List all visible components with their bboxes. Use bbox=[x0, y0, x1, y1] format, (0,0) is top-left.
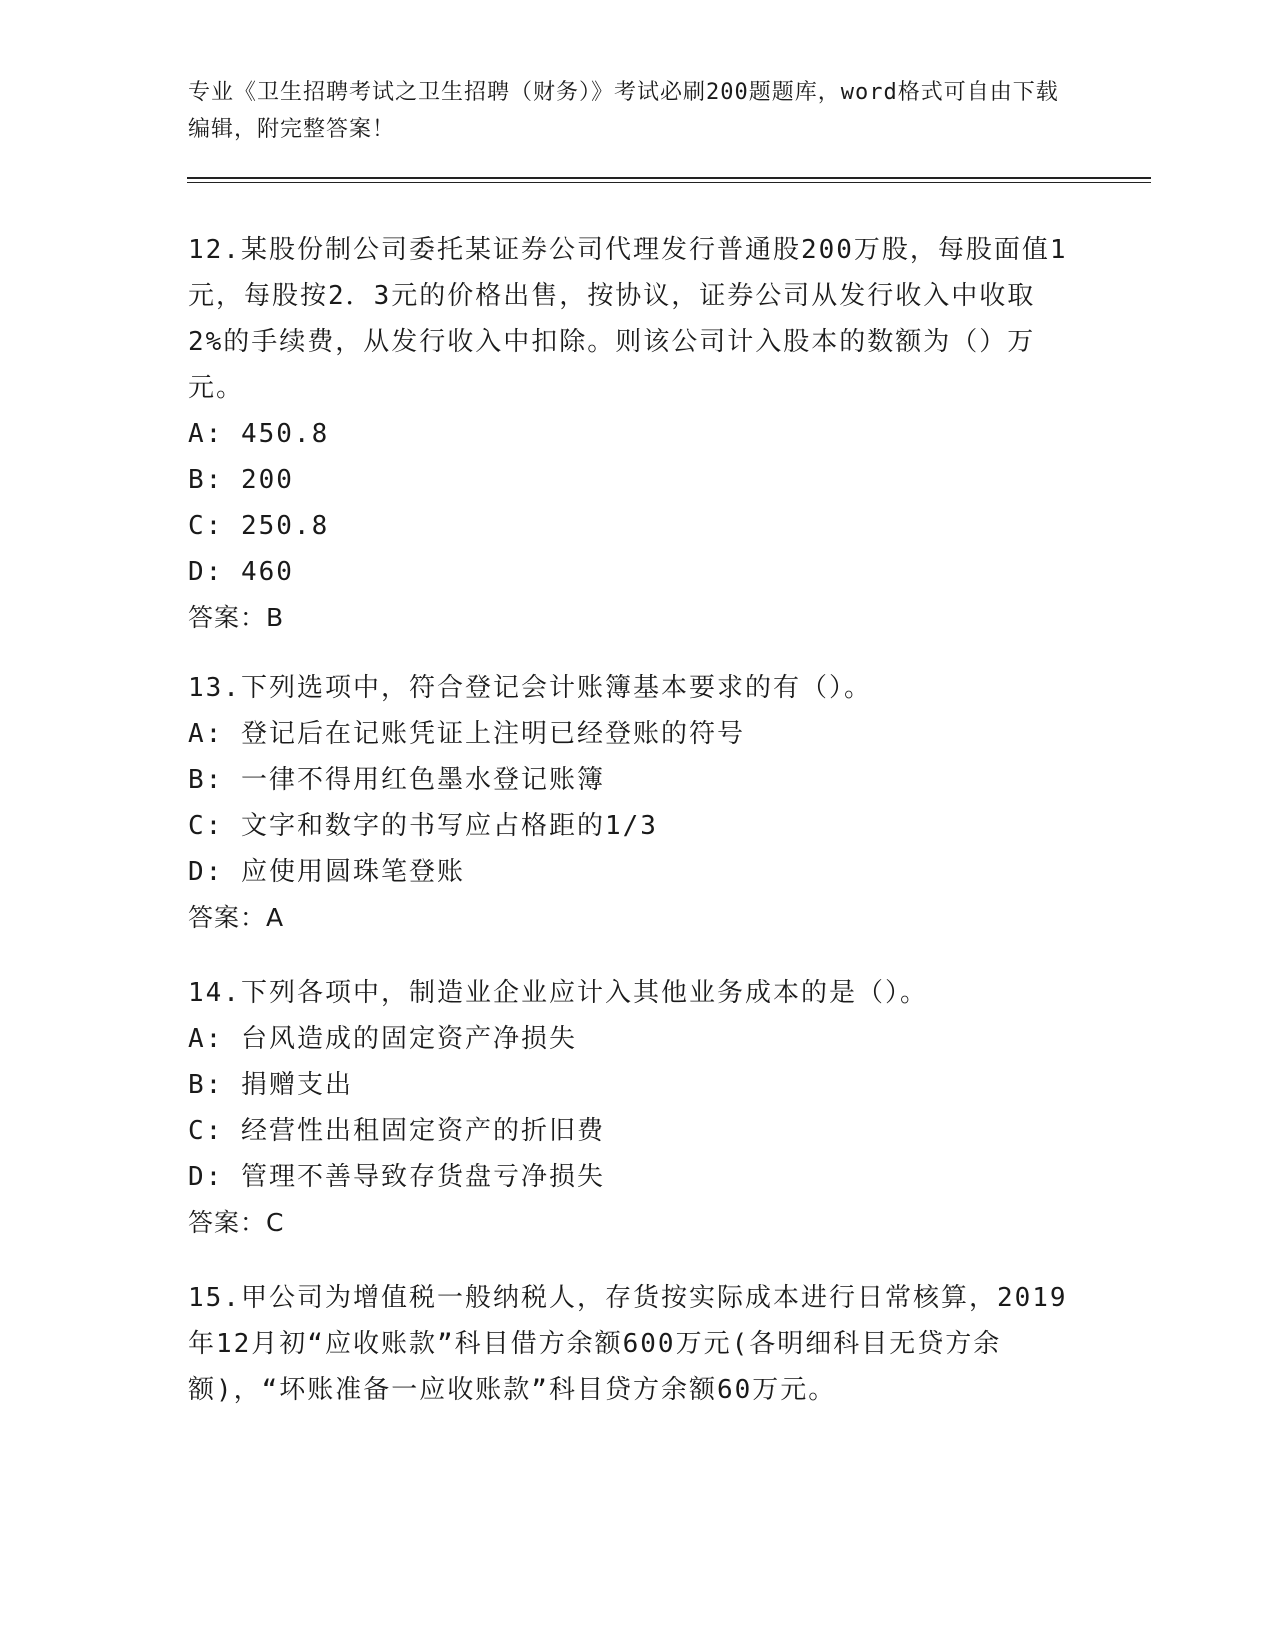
option-d: D: 应使用圆珠笔登账 bbox=[188, 857, 465, 887]
question-15 bbox=[188, 1275, 1068, 1413]
question-stem: 13.下列选项中，符合登记会计账簿基本要求的有（）。 bbox=[188, 673, 872, 703]
option-a: A: 台风造成的固定资产净损失 bbox=[188, 1024, 577, 1054]
answer: 答案：C bbox=[188, 1208, 285, 1237]
option-b: B: 捐赠支出 bbox=[188, 1070, 353, 1100]
document-header bbox=[188, 74, 1068, 148]
question-12 bbox=[188, 227, 1068, 641]
header-text: 专业《卫生招聘考试之卫生招聘（财务）》考试必刷200题题库，word格式可自由下载编辑，附完整答案！ bbox=[188, 80, 1059, 142]
option-c: C: 文字和数字的书写应占格距的1/3 bbox=[188, 811, 658, 841]
answer: 答案：B bbox=[188, 603, 285, 632]
option-d: D: 460 bbox=[188, 557, 294, 587]
option-a: A: 登记后在记账凭证上注明已经登账的符号 bbox=[188, 719, 745, 749]
option-a: A: 450.8 bbox=[188, 419, 330, 449]
question-stem: 14.下列各项中，制造业企业应计入其他业务成本的是（）。 bbox=[188, 978, 928, 1008]
answer: 答案：A bbox=[188, 903, 285, 932]
question-14 bbox=[188, 970, 1068, 1246]
question-stem: 15.甲公司为增值税一般纳税人，存货按实际成本进行日常核算，2019年12月初“应收账款”科目借方余额600万元(各明细科目无贷方余额)，“坏账准备一应收账款”科目贷方余额60万元。 bbox=[188, 1283, 1068, 1405]
question-13 bbox=[188, 665, 1068, 941]
option-b: B: 一律不得用红色墨水登记账簿 bbox=[188, 765, 605, 795]
question-stem: 12.某股份制公司委托某证券公司代理发行普通股200万股，每股面值1元，每股按2．3元的价格出售，按协议，证券公司从发行收入中收取2%的手续费，从发行收入中扣除。则该公司计入股本的数额为（）万元。 bbox=[188, 235, 1068, 403]
option-b: B: 200 bbox=[188, 465, 294, 495]
option-c: C: 250.8 bbox=[188, 511, 330, 541]
header-divider bbox=[187, 177, 1151, 183]
option-c: C: 经营性出租固定资产的折旧费 bbox=[188, 1116, 605, 1146]
option-d: D: 管理不善导致存货盘亏净损失 bbox=[188, 1162, 605, 1192]
